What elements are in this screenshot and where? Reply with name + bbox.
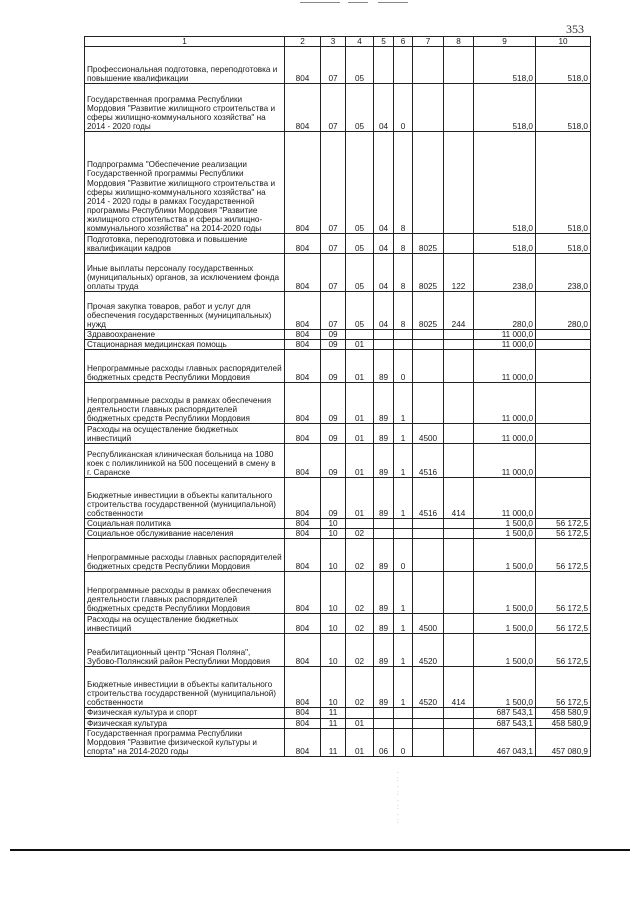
cell-c8 [444,539,474,572]
cell-c3: 10 [321,539,346,572]
cell-c2: 804 [285,132,321,234]
cell-c4: 02 [346,614,374,634]
cell-c2: 804 [285,718,321,728]
cell-c5: 89 [374,614,394,634]
cell-c7 [413,330,444,340]
cell-c10 [536,330,591,340]
cell-c6: 1 [394,444,413,478]
cell-c5: 89 [374,572,394,614]
cell-c2: 804 [285,234,321,254]
cell-c2: 804 [285,292,321,330]
cell-c2: 804 [285,634,321,667]
cell-c9: 11 000,0 [474,350,536,383]
table-row [85,444,591,478]
cell-c3: 09 [321,330,346,340]
cell-c7: 4520 [413,667,444,708]
cell-c6: 8 [394,132,413,234]
cell-c5: 89 [374,444,394,478]
cell-c4: 01 [346,424,374,444]
col-header: 1 [85,37,285,47]
cell-c4: 05 [346,254,374,292]
cell-c9: 280,0 [474,292,536,330]
cell-c7: 4500 [413,614,444,634]
cell-c2: 804 [285,572,321,614]
cell-c2: 804 [285,529,321,539]
row-name: Непрограммные расходы в рамках обеспечения деятельности главных распорядителей бюджетных средств Республики Мордовия [85,572,285,614]
cell-c8: 244 [444,292,474,330]
cell-c7 [413,529,444,539]
cell-c2: 804 [285,614,321,634]
table-row [85,728,591,756]
cell-c6: 1 [394,383,413,424]
cell-c8 [444,340,474,350]
cell-c7 [413,718,444,728]
col-header: 9 [474,37,536,47]
cell-c6 [394,529,413,539]
cell-c8 [444,572,474,614]
table-row [85,634,591,667]
table-row [85,383,591,424]
cell-c2: 804 [285,340,321,350]
table-row [85,572,591,614]
cell-c6: 8 [394,254,413,292]
cell-c10: 56 172,5 [536,634,591,667]
table-row [85,424,591,444]
cell-c9: 11 000,0 [474,340,536,350]
col-header: 10 [536,37,591,47]
cell-c5 [374,519,394,529]
cell-c3: 07 [321,84,346,132]
cell-c10: 56 172,5 [536,529,591,539]
cell-c7: 4520 [413,634,444,667]
cell-c6: 0 [394,539,413,572]
cell-c3: 10 [321,667,346,708]
cell-c10 [536,424,591,444]
cell-c4: 05 [346,292,374,330]
table-row [85,667,591,708]
cell-c4: 01 [346,383,374,424]
row-name: Расходы на осуществление бюджетных инвестиций [85,614,285,634]
cell-c6: 8 [394,234,413,254]
cell-c7 [413,539,444,572]
cell-c5 [374,47,394,84]
cell-c10 [536,350,591,383]
cell-c6 [394,330,413,340]
budget-table [84,36,591,757]
cell-c10: 238,0 [536,254,591,292]
row-name: Непрограммные расходы главных распорядителей бюджетных средств Республики Мордовия [85,539,285,572]
cell-c7 [413,728,444,756]
table-row [85,519,591,529]
cell-c3: 07 [321,132,346,234]
cell-c6: 1 [394,634,413,667]
cell-c9: 518,0 [474,234,536,254]
table-row [85,614,591,634]
cell-c7 [413,519,444,529]
cell-c7: 4516 [413,444,444,478]
row-name: Социальное обслуживание населения [85,529,285,539]
row-name: Профессиональная подготовка, переподготовка и повышение квалификации [85,47,285,84]
cell-c7 [413,84,444,132]
cell-c8 [444,614,474,634]
column-header-row [85,37,591,47]
cell-c5 [374,330,394,340]
cell-c9: 1 500,0 [474,614,536,634]
cell-c8 [444,728,474,756]
cell-c6: 1 [394,478,413,519]
cell-c8 [444,383,474,424]
cell-c4: 05 [346,132,374,234]
row-name: Стационарная медицинская помощь [85,340,285,350]
cell-c10 [536,383,591,424]
cell-c10: 518,0 [536,84,591,132]
cell-c4 [346,708,374,718]
cell-c3: 11 [321,728,346,756]
col-header: 8 [444,37,474,47]
cell-c2: 804 [285,444,321,478]
cell-c10: 458 580,9 [536,718,591,728]
table-row [85,529,591,539]
cell-c7 [413,350,444,383]
cell-c9: 238,0 [474,254,536,292]
cell-c6: 0 [394,350,413,383]
cell-c4: 01 [346,444,374,478]
cell-c8 [444,444,474,478]
cell-c7: 8025 [413,254,444,292]
col-header: 2 [285,37,321,47]
cell-c5: 89 [374,383,394,424]
bottom-rule [10,849,630,851]
cell-c3: 10 [321,634,346,667]
cell-c4: 01 [346,350,374,383]
cell-c3: 09 [321,444,346,478]
cell-c3: 09 [321,350,346,383]
cell-c2: 804 [285,350,321,383]
row-name: Социальная политика [85,519,285,529]
row-name: Непрограммные расходы в рамках обеспечения деятельности главных распорядителей бюджетных средств Республики Мордовия [85,383,285,424]
cell-c7 [413,708,444,718]
cell-c2: 804 [285,539,321,572]
cell-c8 [444,634,474,667]
cell-c8 [444,330,474,340]
cell-c3: 11 [321,708,346,718]
cell-c8 [444,708,474,718]
row-name: Здравоохранение [85,330,285,340]
cell-c9: 11 000,0 [474,383,536,424]
cell-c2: 804 [285,383,321,424]
cell-c7: 8025 [413,292,444,330]
row-name: Прочая закупка товаров, работ и услуг для обеспечения государственных (муниципальных) нужд [85,292,285,330]
cell-c6: 8 [394,292,413,330]
cell-c2: 804 [285,667,321,708]
cell-c4: 05 [346,47,374,84]
cell-c6 [394,708,413,718]
cell-c8 [444,718,474,728]
cell-c4: 02 [346,529,374,539]
cell-c3: 10 [321,614,346,634]
cell-c8 [444,132,474,234]
cell-c3: 10 [321,529,346,539]
cell-c5: 04 [374,84,394,132]
col-header: 6 [394,37,413,47]
cell-c8: 414 [444,667,474,708]
cell-c9: 1 500,0 [474,572,536,614]
table-row [85,234,591,254]
row-name: Подпрограмма "Обеспечение реализации Государственной программы Республики Мордовия "Развитие жилищного строительства и сферы жилищно-коммунального хозяйства" на 2014 - 2020 годы в рамках Государственной программы Республики Мордовия "Развитие жилищного строительства и сферы жилищно-коммунального хозяйства" на 2014-2020 годы [85,132,285,234]
cell-c5: 89 [374,539,394,572]
cell-c4: 02 [346,634,374,667]
scan-artifact-dots: · : · : · : · : [397,770,399,825]
cell-c9: 1 500,0 [474,539,536,572]
row-name: Подготовка, переподготовка и повышение квалификации кадров [85,234,285,254]
table-body [85,47,591,757]
table-row [85,330,591,340]
cell-c4: 01 [346,478,374,519]
cell-c3: 09 [321,424,346,444]
cell-c6: 0 [394,728,413,756]
table-row [85,84,591,132]
cell-c9: 687 543,1 [474,708,536,718]
cell-c3: 07 [321,292,346,330]
table-row [85,132,591,234]
cell-c9: 687 543,1 [474,718,536,728]
cell-c3: 07 [321,47,346,84]
cell-c10: 56 172,5 [536,519,591,529]
cell-c6: 1 [394,614,413,634]
cell-c5: 89 [374,350,394,383]
cell-c7: 4516 [413,478,444,519]
cell-c7 [413,383,444,424]
cell-c10 [536,444,591,478]
cell-c10: 457 080,9 [536,728,591,756]
cell-c4: 01 [346,728,374,756]
cell-c3: 07 [321,254,346,292]
cell-c5: 04 [374,254,394,292]
table-row [85,708,591,718]
cell-c4: 02 [346,572,374,614]
cell-c5 [374,529,394,539]
cell-c9: 518,0 [474,84,536,132]
cell-c4: 05 [346,234,374,254]
cell-c10: 518,0 [536,132,591,234]
cell-c6: 1 [394,572,413,614]
cell-c9: 1 500,0 [474,529,536,539]
table-row [85,47,591,84]
cell-c2: 804 [285,84,321,132]
col-header: 3 [321,37,346,47]
cell-c4: 01 [346,340,374,350]
cell-c10: 56 172,5 [536,614,591,634]
cell-c10: 518,0 [536,47,591,84]
cell-c9: 11 000,0 [474,424,536,444]
cell-c10 [536,478,591,519]
table-row [85,350,591,383]
cell-c8 [444,424,474,444]
cell-c9: 1 500,0 [474,634,536,667]
cell-c10: 56 172,5 [536,667,591,708]
cell-c8 [444,519,474,529]
cell-c5: 89 [374,478,394,519]
cell-c10: 280,0 [536,292,591,330]
cell-c4: 02 [346,667,374,708]
cell-c9: 11 000,0 [474,330,536,340]
cell-c10: 458 580,9 [536,708,591,718]
table-row [85,292,591,330]
cell-c6 [394,340,413,350]
cell-c7: 4500 [413,424,444,444]
cell-c9: 518,0 [474,47,536,84]
table-row [85,718,591,728]
cell-c8 [444,234,474,254]
cell-c3: 10 [321,519,346,529]
row-name: Иные выплаты персоналу государственных (муниципальных) органов, за исключением фонда оплаты труда [85,254,285,292]
cell-c4: 02 [346,539,374,572]
cell-c5: 04 [374,292,394,330]
cell-c6 [394,718,413,728]
row-name: Бюджетные инвестиции в объекты капитального строительства государственной (муниципальной) собственности [85,667,285,708]
cell-c8 [444,84,474,132]
cell-c2: 804 [285,519,321,529]
row-name: Реабилитационный центр "Ясная Поляна", Зубово-Полянский район Республики Мордовия [85,634,285,667]
cell-c2: 804 [285,424,321,444]
row-name: Государственная программа Республики Мордовия "Развитие физической культуры и спорта" на 2014-2020 годы [85,728,285,756]
cell-c4: 01 [346,718,374,728]
cell-c5: 04 [374,132,394,234]
page-number: 353 [566,22,584,36]
cell-c6 [394,47,413,84]
cell-c2: 804 [285,708,321,718]
cell-c5: 04 [374,234,394,254]
table-row [85,539,591,572]
cell-c8: 122 [444,254,474,292]
table-row [85,254,591,292]
cell-c9: 467 043,1 [474,728,536,756]
col-header: 4 [346,37,374,47]
cell-c7 [413,47,444,84]
cell-c2: 804 [285,728,321,756]
row-name: Физическая культура [85,718,285,728]
cell-c5 [374,708,394,718]
cell-c10: 518,0 [536,234,591,254]
cell-c8 [444,529,474,539]
cell-c5: 89 [374,667,394,708]
cell-c7 [413,132,444,234]
cell-c10: 56 172,5 [536,539,591,572]
row-name: Непрограммные расходы главных распорядителей бюджетных средств Республики Мордовия [85,350,285,383]
cell-c5: 06 [374,728,394,756]
col-header: 5 [374,37,394,47]
cell-c2: 804 [285,330,321,340]
row-name: Бюджетные инвестиции в объекты капитального строительства государственной (муниципальной) собственности [85,478,285,519]
cell-c2: 804 [285,47,321,84]
cell-c9: 518,0 [474,132,536,234]
cell-c3: 07 [321,234,346,254]
cell-c8: 414 [444,478,474,519]
cell-c8 [444,47,474,84]
cell-c5 [374,718,394,728]
row-name: Республиканская клиническая больница на 1080 коек с поликлиникой на 500 посещений в смену в г. Саранске [85,444,285,478]
cell-c3: 09 [321,383,346,424]
cell-c5: 89 [374,634,394,667]
cell-c8 [444,350,474,383]
cell-c4 [346,330,374,340]
cell-c3: 10 [321,572,346,614]
cell-c4 [346,519,374,529]
row-name: Физическая культура и спорт [85,708,285,718]
cell-c9: 1 500,0 [474,667,536,708]
cell-c6: 1 [394,667,413,708]
row-name: Расходы на осуществление бюджетных инвестиций [85,424,285,444]
table-row [85,478,591,519]
cell-c6: 1 [394,424,413,444]
cell-c4: 05 [346,84,374,132]
cell-c2: 804 [285,478,321,519]
cell-c2: 804 [285,254,321,292]
table-row [85,340,591,350]
cell-c9: 1 500,0 [474,519,536,529]
cell-c7 [413,340,444,350]
cell-c3: 11 [321,718,346,728]
cell-c10: 56 172,5 [536,572,591,614]
cell-c6: 0 [394,84,413,132]
cell-c9: 11 000,0 [474,478,536,519]
row-name: Государственная программа Республики Мордовия "Развитие жилищного строительства и сферы жилищно-коммунального хозяйства" на 2014 - 2020 годы [85,84,285,132]
cell-c3: 09 [321,340,346,350]
cell-c6 [394,519,413,529]
scan-artifact [300,2,410,5]
cell-c9: 11 000,0 [474,444,536,478]
cell-c10 [536,340,591,350]
cell-c5: 89 [374,424,394,444]
cell-c5 [374,340,394,350]
cell-c3: 09 [321,478,346,519]
col-header: 7 [413,37,444,47]
cell-c7 [413,572,444,614]
cell-c7: 8025 [413,234,444,254]
